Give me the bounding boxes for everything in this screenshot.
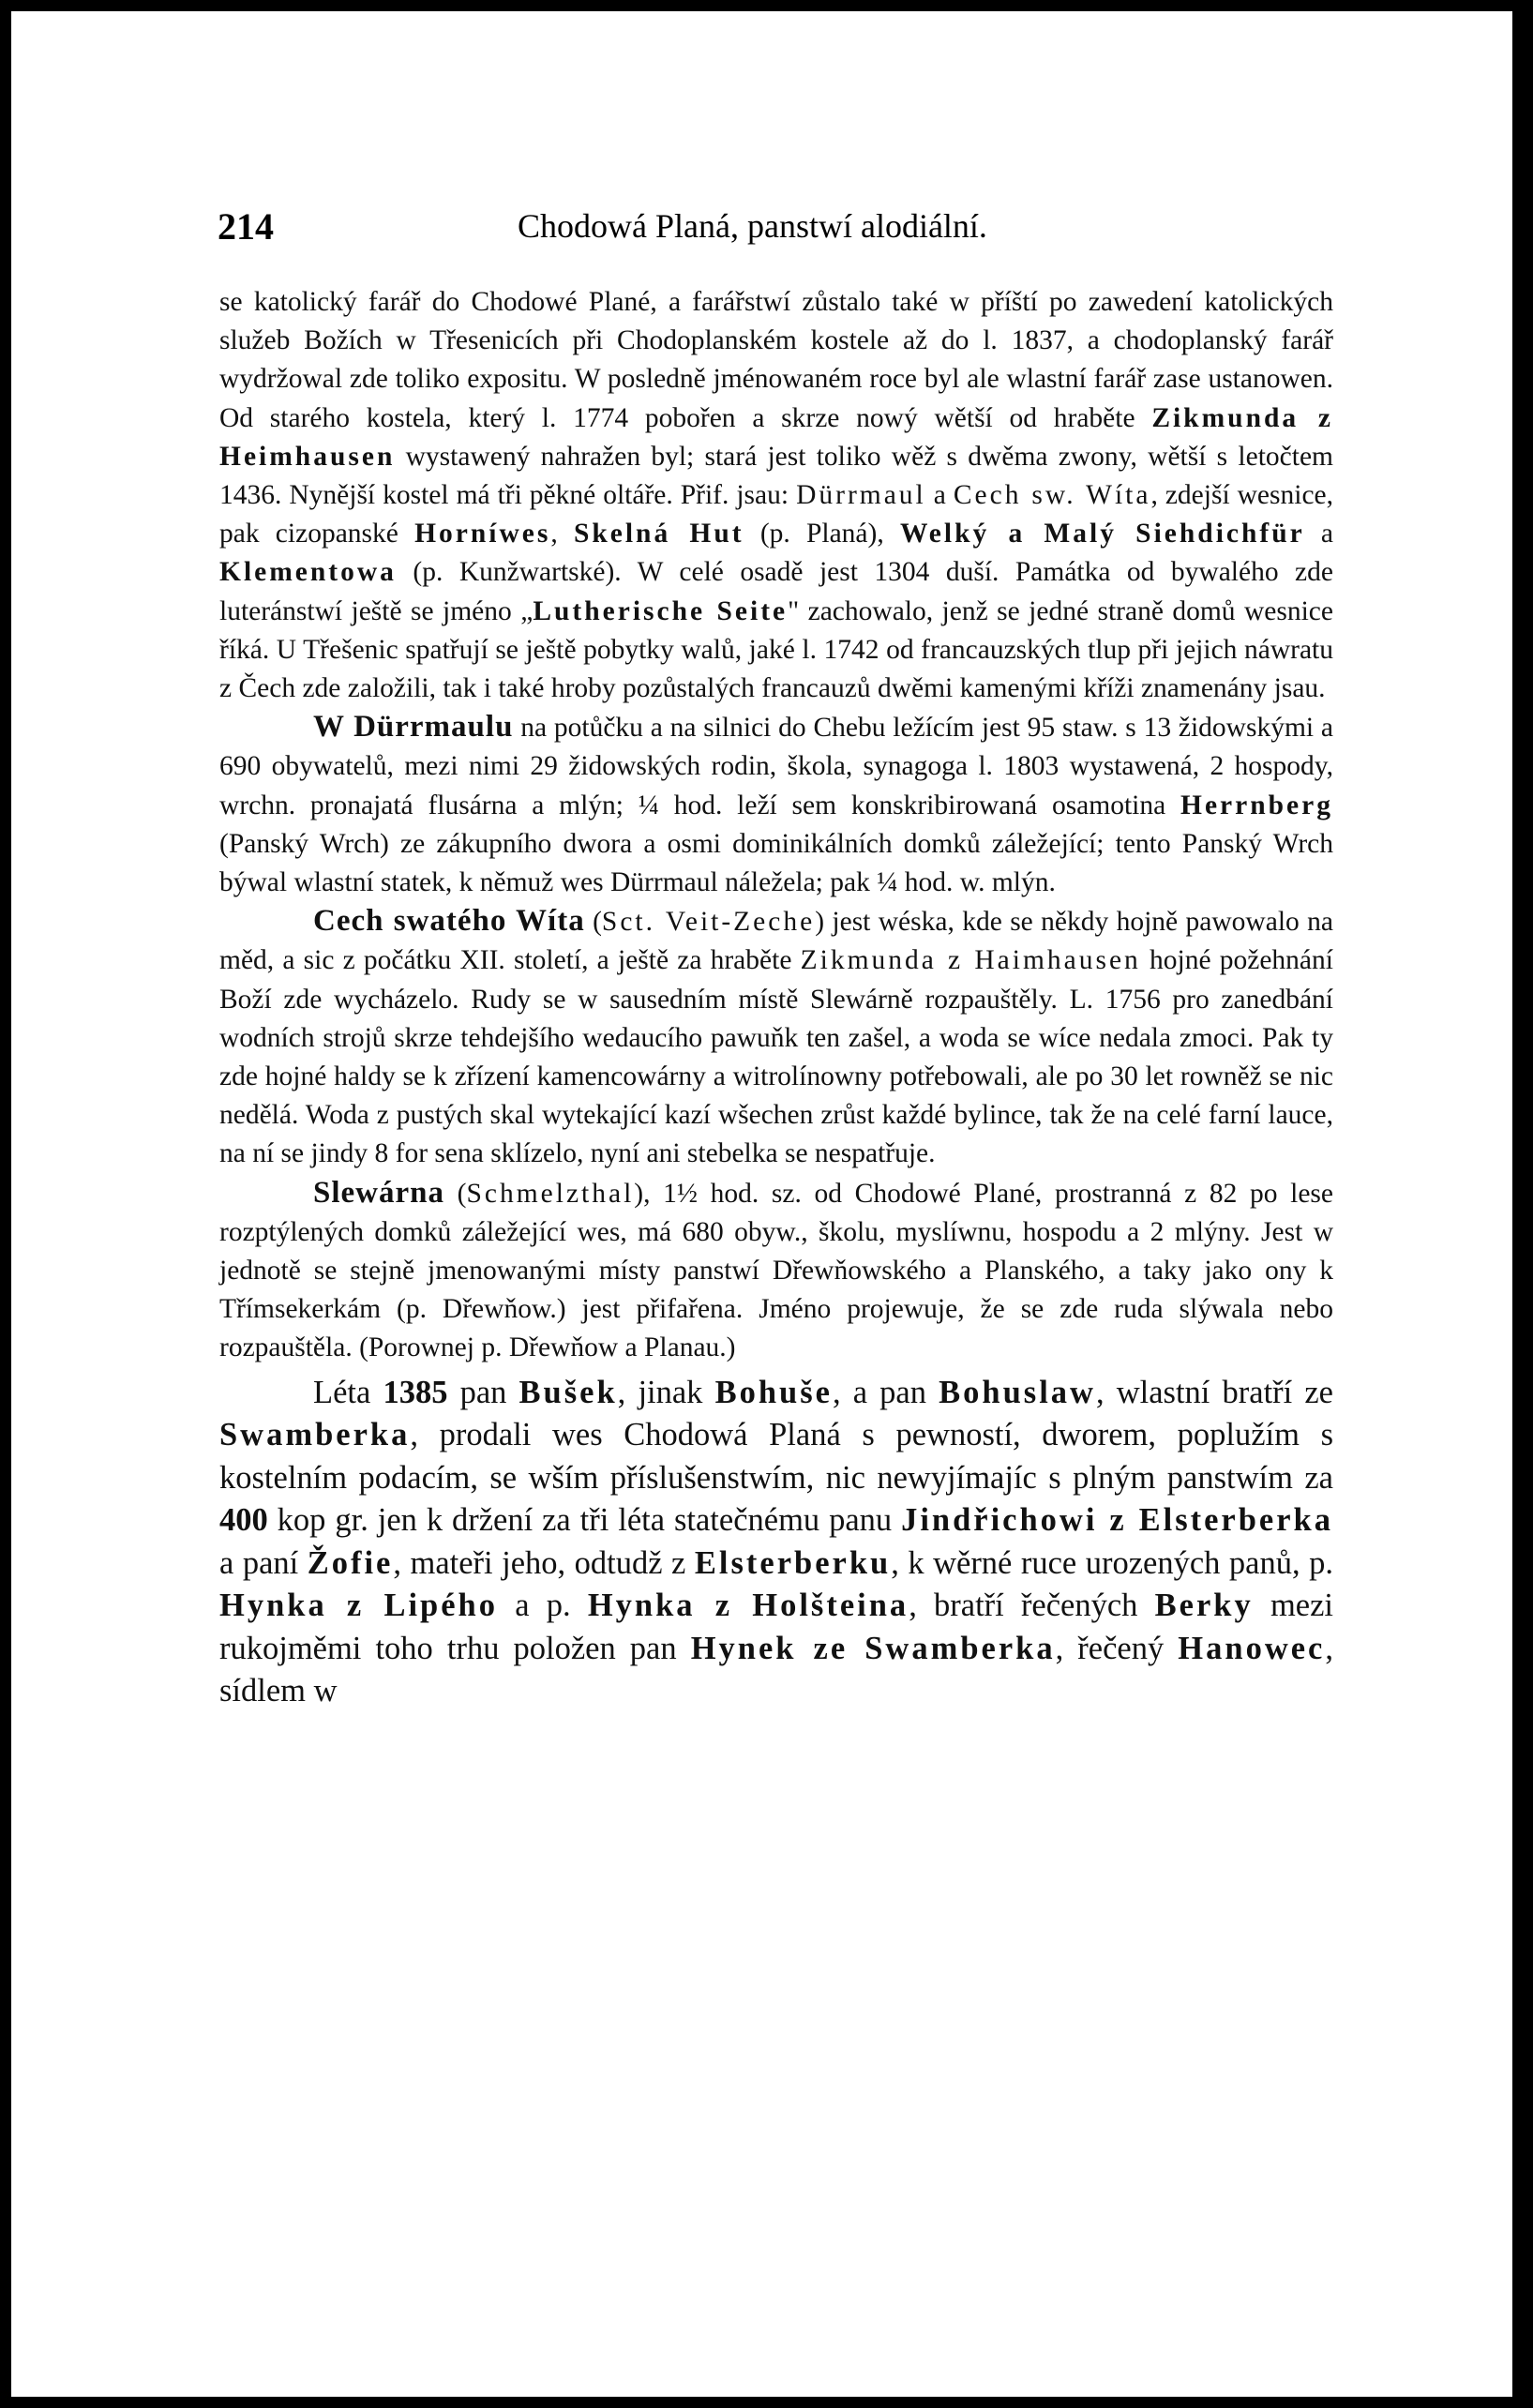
text-span: , k wěrné ruce urozených panů, p.	[891, 1544, 1333, 1581]
text-span: " zachowalo, jenž se jedné straně domů wesnice říká. U Třešenic spatřují se ještě pobytky walů, jaké l. 1742 od francauzských tlup při jejich náwratu z Čech zde založili, tak i také hroby pozůstalých francauzů dwěmi kamenými kříži znamenány jsau.	[219, 595, 1333, 704]
text-span: mezi rukojměmi toho trhu položen pan	[219, 1588, 1333, 1666]
spaced-name: Hynka z Holšteina	[587, 1588, 909, 1624]
spaced-name: Bohuše	[714, 1374, 833, 1410]
year: 1385	[383, 1374, 448, 1410]
spaced-name: Hynka z Lipého	[219, 1588, 498, 1624]
spaced-name: Bušek	[519, 1374, 618, 1410]
text-span: hojné požehnání Boží zde wycházelo. Rudy se w sausedním místě Slewárně rozpauštěly. L. 1756 pro zanedbání wodních strojů skrze tehdejšího wedaucího pawuňk ten zašel, a woda se wíce nedala zmoci. Pak ty zde hojné haldy se k zřízení kamencowárny a witrolínowny potřebowali, ale po 30 let rowněž se nic nedělá. Woda z pustých skal wytekající kazí wšechen zrůst každé bylince, tak že na celé farní lauce, na ní se jindy 8 for sena sklízelo, nyní ani stebelka se nespatřuje.	[219, 945, 1333, 1169]
text-span: se katolický farář do Chodowé Plané, a farářstwí zůstalo také w příští po zawedení katolických služeb Božích w Třesenicích při Chodoplanském kostele až do l. 1837, a chodoplanský farář wydržowal zde toliko expositu. W posledně jménowaném roce byl ale wlastní farář zase ustanowen. Od starého kostela, který l. 1774 pobořen a skrze nowý wětší od hraběte	[219, 287, 1333, 433]
text-span: wystawený nahražen byl; stará jest toliko wěž s dwěma zwony, wětší s letočtem 1436. Nynější kostel má tři pěkné oltáře. Přif. jsau:	[219, 441, 1333, 511]
amount: 400	[219, 1502, 268, 1539]
text-span: , zdejší wesnice, pak cizopanské	[219, 480, 1334, 549]
spaced-name: Skelná Hut	[573, 519, 744, 549]
paragraph-sale-1385	[219, 1372, 1333, 1713]
spaced-name: Sct. Veit-Zeche	[601, 907, 816, 938]
text-span: a	[1304, 519, 1334, 549]
spaced-name: Zikmunda z Heimhausen	[219, 402, 1333, 472]
page-number: 214	[218, 205, 274, 248]
text-span: , sídlem w	[219, 1630, 1333, 1709]
text-span: a	[925, 480, 954, 511]
paragraph-slewarna	[219, 1174, 1333, 1368]
text-span: , prodali wes Chodowá Planá s pewností, dworem, poplužím s kostelním podacím, se wším příslušenstwím, nic newyjímajíc s plným panstwím za	[219, 1417, 1333, 1496]
scan-border-top	[0, 0, 1533, 11]
scan-border-left	[0, 0, 11, 2408]
spaced-name: Lutherische Seite	[533, 595, 789, 626]
spaced-name: Dürrmaul	[796, 480, 926, 511]
spaced-name: Welký a Malý Siehdichfür	[899, 519, 1305, 549]
spaced-name: Žofie	[307, 1544, 394, 1581]
text-span: (Panský Wrch) ze zákupního dwora a osmi dominikálních domků záležející; tento Panský Wrch býwal wlastní statek, k němuž wes Dürrmaul náležela; pak ¼ hod. w. mlýn.	[219, 828, 1333, 898]
text-span: , bratří řečených	[909, 1588, 1155, 1624]
paragraph-church-history	[219, 283, 1333, 708]
page-header	[218, 195, 1331, 257]
spaced-name: Horníwes	[414, 519, 551, 549]
scan-border-right	[1512, 0, 1533, 2408]
spaced-name: Klementowa	[219, 557, 397, 588]
spaced-name: Jindřichowi z Elsterberka	[901, 1502, 1333, 1539]
text-span: , řečený	[1055, 1630, 1179, 1666]
page-body	[219, 283, 1333, 1713]
spaced-name: Berky	[1154, 1588, 1254, 1624]
entry-heading: Slewárna	[313, 1175, 444, 1210]
text-span: ) jest wéska, kde se někdy hojně pawowalo na měd, a sic z počátku XII. století, a ještě za hraběte	[219, 907, 1333, 976]
spaced-name: Cech sw. Wíta	[953, 480, 1151, 511]
running-title: Chodowá Planá, panstwí alodiální.	[518, 207, 987, 245]
paragraph-cech-wita	[219, 902, 1333, 1173]
entry-heading: W Dürrmaulu	[313, 710, 514, 745]
text-span: na potůčku a na silnici do Chebu ležícím jest 95 staw. s 13 židowskými a 690 obywatelů, mezi nimi 29 židowských rodin, škola, synagoga l. 1803 wystawená, 2 hospody, wrchn. pronajatá flusárna a mlýn; ¼ hod. leží sem konskribirowaná osamotina	[219, 713, 1333, 820]
text-span: ), 1½ hod. sz. od Chodowé Plané, prostranná z 82 po lese rozptýlených domků záležející wes, má 680 obyw., školu, myslíwnu, hospodu a 2 mlýny. Jest w jednotě se stejně jmenowanými místy panstwí Dřewňowského a Planského, a taky jako ony k Třímsekerkám (p. Dřewňow.) jest přifařena. Jméno projewuje, že se zde ruda slýwala nebo rozpauštěla. (Porownej p. Dřewňow a Planau.)	[219, 1178, 1333, 1363]
text-span: pan	[447, 1374, 519, 1410]
spaced-name: Swamberka	[219, 1417, 411, 1453]
spaced-name: Hynek ze Swamberka	[690, 1630, 1056, 1666]
scan-border-bottom	[0, 2397, 1533, 2408]
text-span: , jinak	[617, 1374, 715, 1410]
text-span: a p.	[497, 1588, 588, 1624]
spaced-name: Zikmunda z Haimhausen	[800, 945, 1141, 976]
text-span: (p. Kunžwartské). W celé osadě jest 1304 duší. Památka od bywalého zde luteránstwí ještě se jméno „	[219, 557, 1333, 626]
spaced-name: Hanowec	[1178, 1630, 1326, 1666]
spaced-name: Schmelzthal	[466, 1178, 635, 1209]
text-span: , mateři jeho, odtudž z	[393, 1544, 695, 1581]
spaced-name: Bohuslaw	[939, 1374, 1096, 1410]
text-span: ,	[550, 519, 574, 549]
spaced-name: Herrnberg	[1180, 790, 1333, 820]
entry-heading: Cech swatého Wíta	[313, 904, 585, 939]
text-span: , wlastní bratří ze	[1095, 1374, 1333, 1410]
spaced-name: Elsterberku	[694, 1544, 892, 1581]
text-span: kop gr. jen k držení za tři léta statečnému panu	[267, 1502, 902, 1539]
text-span: (	[584, 907, 602, 938]
text-span: (p. Planá),	[744, 519, 900, 549]
text-span: (	[444, 1178, 467, 1209]
text-span: a paní	[219, 1544, 308, 1581]
text-span: Léta	[313, 1374, 383, 1410]
text-span: , a pan	[832, 1374, 939, 1410]
paragraph-durrmaul	[219, 708, 1333, 902]
